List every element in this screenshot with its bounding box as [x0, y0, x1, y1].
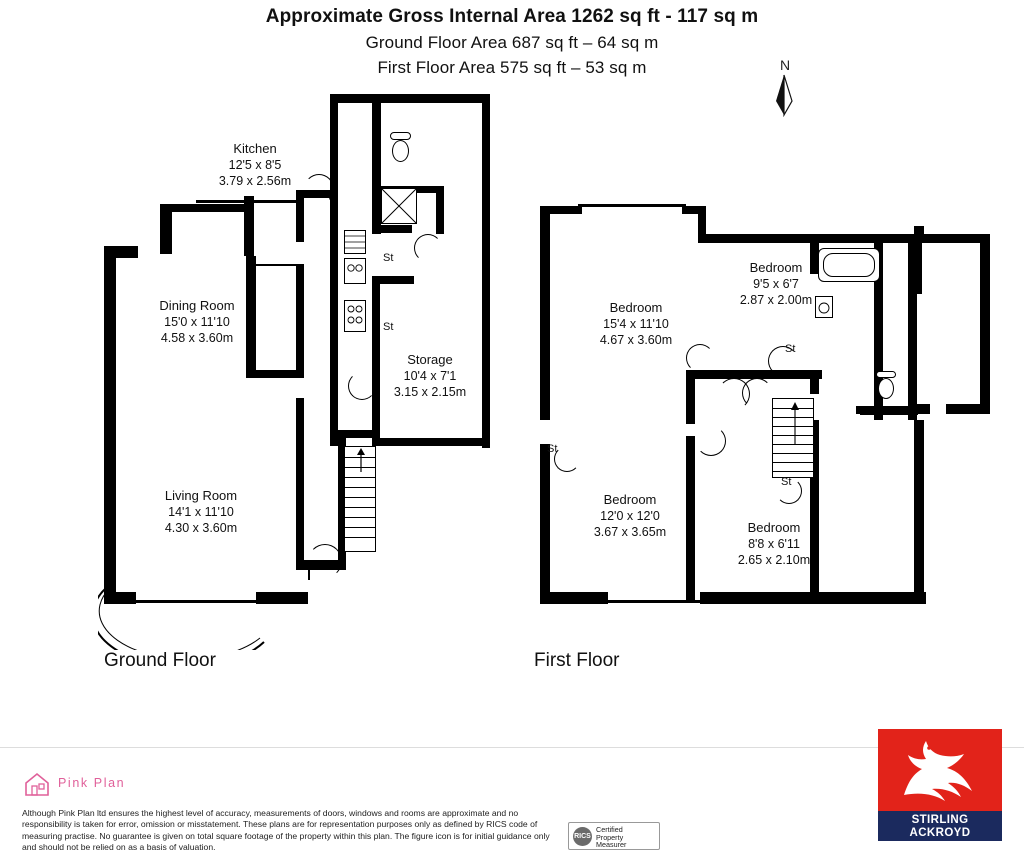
- rics-line-1: Certified: [596, 825, 623, 834]
- storage-label: St: [785, 343, 796, 355]
- door-arc: [742, 378, 772, 408]
- floor-caption-first: First Floor: [534, 650, 620, 671]
- wall: [540, 206, 582, 214]
- rics-logo: RICS: [573, 827, 592, 846]
- wall: [540, 444, 550, 604]
- wall: [436, 186, 444, 234]
- room-dims-metric: 4.67 x 3.60m: [599, 333, 673, 347]
- toilet-icon: [878, 378, 894, 399]
- room-dims-metric: 2.65 x 2.10m: [737, 553, 811, 567]
- cistern-icon: [876, 371, 896, 378]
- wall: [914, 234, 990, 243]
- stirling-ackroyd-logo: [878, 729, 1002, 841]
- room-dims-imperial: 10'4 x 7'1: [403, 369, 457, 383]
- stair-direction-arrow-icon: [352, 448, 370, 474]
- wall: [296, 398, 304, 568]
- room-dims-imperial: 9'5 x 6'7: [753, 277, 799, 291]
- room-name: Bedroom: [603, 492, 657, 507]
- room-dims-metric: 3.15 x 2.15m: [393, 385, 467, 399]
- first-floor-area-text: First Floor Area 575 sq ft – 53 sq m: [377, 58, 647, 77]
- compass-label: N: [780, 57, 791, 73]
- room-dims-metric: 3.67 x 3.65m: [593, 525, 667, 539]
- wall: [296, 196, 304, 242]
- wall: [104, 246, 138, 258]
- disclaimer-text: Although Pink Plan ltd ensures the highest level of accuracy, measurements of doors, windows and rooms are approximate and no responsibility is taken for error, omission or misstatement. These plans are for representation purposes only as defined by RICS code of measuring practise. No guarantee is given on total square footage of the property within this plan. The figure icon is for initial guidance only and should not be relied on as a basis of valuation.: [22, 808, 550, 853]
- room-name: Dining Room: [159, 298, 235, 313]
- room-name: Storage: [407, 352, 453, 367]
- toilet-icon: [392, 140, 409, 162]
- ground-floor-area-text: Ground Floor Area 687 sq ft – 64 sq m: [365, 33, 659, 52]
- storage-label: St: [547, 443, 558, 455]
- brand-name-line-1: STIRLING: [911, 814, 969, 826]
- wall: [856, 406, 896, 414]
- bay-window: [98, 586, 288, 650]
- drawers-icon: [345, 231, 365, 253]
- wall: [686, 370, 695, 424]
- room-dims-metric: 3.79 x 2.56m: [218, 174, 292, 188]
- wall: [372, 225, 412, 233]
- room-dims-metric: 2.87 x 2.00m: [739, 293, 813, 307]
- room-label-bedroom-4: [712, 520, 836, 568]
- shower-cross-icon: [381, 188, 417, 224]
- door-arc: [414, 234, 442, 262]
- wall: [540, 340, 550, 420]
- logo-red-panel: [878, 729, 1002, 811]
- wall: [540, 256, 550, 348]
- first-floor-plan: [510, 0, 1024, 700]
- door-arc: [696, 426, 726, 456]
- hob-rings-icon: [346, 303, 364, 330]
- house-icon: [22, 770, 52, 798]
- wall: [330, 94, 490, 103]
- wall: [540, 592, 608, 604]
- griffin-icon: [878, 729, 1002, 811]
- rics-line-3: Measurer: [596, 840, 627, 850]
- room-label-living-room: [139, 488, 263, 536]
- cistern-icon: [390, 132, 411, 140]
- storage-label: St: [383, 252, 394, 264]
- wall: [296, 264, 304, 376]
- logo-navy-panel: [878, 811, 1002, 841]
- wall: [372, 94, 381, 234]
- room-label-bedroom-2: [714, 260, 838, 308]
- room-label-dining-room: [135, 298, 259, 346]
- room-label-storage: [370, 352, 490, 400]
- door-leaf: [308, 560, 310, 580]
- wall: [244, 196, 254, 256]
- window: [578, 204, 686, 207]
- divider: [0, 747, 1024, 748]
- wall: [338, 430, 378, 438]
- wall: [914, 226, 924, 242]
- room-dims-imperial: 12'0 x 12'0: [600, 509, 660, 523]
- floor-caption-ground: Ground Floor: [104, 650, 216, 671]
- room-label-bedroom-3: [568, 492, 692, 540]
- room-name: Bedroom: [747, 520, 801, 535]
- wall: [914, 420, 924, 604]
- storage-label: St: [383, 321, 394, 333]
- room-label-bedroom-1: [574, 300, 698, 348]
- room-name: Living Room: [164, 488, 238, 503]
- room-dims-metric: 4.30 x 3.60m: [164, 521, 238, 535]
- rics-line-2: Property: [596, 832, 624, 842]
- window: [840, 600, 914, 603]
- door-arc: [554, 446, 580, 472]
- wall: [698, 234, 882, 243]
- room-dims-imperial: 15'0 x 11'10: [164, 315, 230, 329]
- wall: [912, 234, 922, 294]
- room-dims-metric: 4.58 x 3.60m: [160, 331, 234, 345]
- storage-label: St: [781, 476, 792, 488]
- sink-bowls-icon: [346, 260, 364, 282]
- door-arc: [308, 544, 342, 578]
- room-name: Kitchen: [233, 141, 277, 156]
- room-label-kitchen: [195, 141, 315, 189]
- room-dims-imperial: 8'8 x 6'11: [748, 537, 800, 551]
- door-arc: [686, 344, 714, 372]
- wall: [252, 370, 304, 378]
- room-dims-imperial: 12'5 x 8'5: [228, 158, 282, 172]
- ground-floor-plan: [0, 0, 510, 700]
- brand-name-line-2: ACKROYD: [909, 827, 971, 839]
- room-name: Bedroom: [749, 260, 803, 275]
- wall: [980, 234, 990, 414]
- wall: [330, 94, 338, 446]
- room-dims-imperial: 14'1 x 11'10: [168, 505, 234, 519]
- wall: [160, 204, 252, 212]
- wall: [104, 246, 116, 604]
- rics-certification-badge: [568, 822, 660, 850]
- pinkplan-logo: [22, 770, 192, 800]
- rics-text: [596, 826, 626, 849]
- wall: [908, 404, 930, 414]
- stair-direction-arrow-icon: [788, 402, 802, 446]
- wall: [372, 438, 490, 446]
- pinkplan-wordmark: Pink Plan: [58, 776, 126, 790]
- room-dims-imperial: 15'4 x 11'10: [603, 317, 669, 331]
- page-title: Approximate Gross Internal Area 1262 sq ft - 117 sq m: [265, 6, 759, 27]
- wall: [946, 404, 990, 414]
- room-name: Bedroom: [609, 300, 663, 315]
